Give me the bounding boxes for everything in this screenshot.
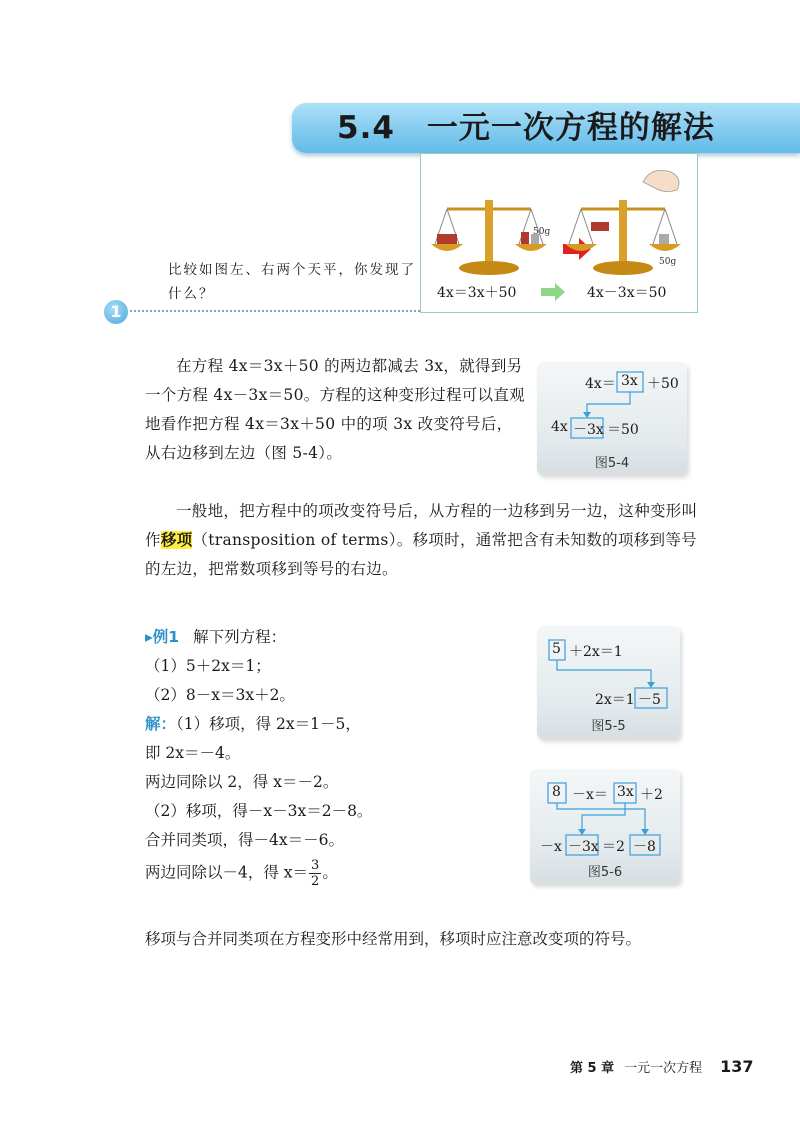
fig54-top-left: 4x＝ bbox=[585, 376, 616, 392]
left-equation: 4x＝3x＋50 bbox=[437, 285, 517, 301]
solution-step-6-post: 。 bbox=[322, 863, 338, 882]
fig55-top-right: ＋2x＝1 bbox=[569, 644, 623, 660]
right-equation: 4x－3x＝50 bbox=[587, 285, 667, 301]
fig55-top-box: 5 bbox=[552, 641, 561, 657]
fig56-bottom-box-1: －3x bbox=[568, 839, 599, 855]
solution-step-1: （1）移项，得 2x＝1－5， bbox=[176, 715, 361, 733]
fraction-three-halves bbox=[309, 858, 321, 889]
solution-step-2: 即 2x＝－4。 bbox=[145, 744, 241, 762]
fig56-caption: 图5-6 bbox=[587, 865, 623, 880]
fig54-bottom-left: 4x bbox=[551, 419, 568, 435]
balance-illustration bbox=[420, 153, 698, 313]
fig56-bottom-box-2: －8 bbox=[633, 839, 656, 855]
fig56-top-box-1: 8 bbox=[552, 784, 561, 800]
paragraph-2-before: 一般地，把方程中的项改变符号后，从方程的一边移到另一边，这种变形叫作 bbox=[145, 502, 698, 549]
intro-question: 比较如图左、右两个天平，你发现了什么？ bbox=[168, 262, 416, 302]
paragraph-2-after: （transposition of terms）。移项时，通常把含有未知数的项移到等号的左边，把常数项移到等号的右边。 bbox=[145, 531, 697, 578]
solution-step-3: 两边同除以 2，得 x＝－2。 bbox=[145, 773, 339, 791]
footer-chapter: 第 5 章 bbox=[570, 1061, 615, 1076]
figure-5-6 bbox=[530, 769, 680, 884]
example-question-2: （2）8－x＝3x＋2。 bbox=[145, 686, 295, 704]
section-title-banner bbox=[292, 103, 800, 153]
summary-sentence: 移项与合并同类项在方程变形中经常用到，移项时应注意改变项的符号。 bbox=[145, 930, 642, 948]
fig56-bottom-mid: ＝2 bbox=[602, 839, 625, 855]
hand-icon bbox=[643, 170, 679, 191]
figure-5-4 bbox=[537, 362, 687, 475]
fig55-bottom-box: －5 bbox=[638, 692, 661, 708]
solution-step-6-pre: 两边同除以－4，得 x＝ bbox=[145, 863, 309, 882]
section-title bbox=[337, 103, 715, 153]
fig54-bottom-right: ＝50 bbox=[607, 422, 639, 438]
fig56-top-mid: －x＝ bbox=[572, 787, 608, 803]
solution-label: 解： bbox=[145, 715, 177, 733]
key-term-transposition: 移项 bbox=[160, 531, 193, 549]
paragraph-2 bbox=[145, 497, 705, 584]
solution-step-6 bbox=[145, 858, 338, 889]
fig54-top-box: 3x bbox=[621, 373, 638, 389]
left-balance-scale-icon bbox=[431, 200, 547, 275]
dotted-divider bbox=[130, 310, 420, 312]
green-arrow-icon bbox=[541, 283, 565, 301]
fig56-top-right: ＋2 bbox=[640, 787, 663, 803]
paragraph-1 bbox=[145, 352, 525, 468]
page-number: 137 bbox=[720, 1057, 754, 1076]
paragraph-1-text: 在方程 4x＝3x＋50 的两边都减去 3x，就得到另一个方程 4x－3x＝50。方程的这种变形过程可以直观地看作把方程 4x＝3x＋50 中的项 3x 改变符号后，从右边移到左边（图 5-4）。 bbox=[145, 357, 525, 462]
fig56-bottom-left: －x bbox=[540, 839, 562, 855]
example-label: ▸例1 bbox=[145, 628, 180, 646]
fig56-top-box-2: 3x bbox=[617, 784, 634, 800]
fraction-denominator: 2 bbox=[311, 874, 320, 889]
section-title-text: 一元一次方程的解法 bbox=[426, 110, 715, 146]
fig54-top-right: ＋50 bbox=[647, 376, 679, 392]
section-number: 5.4 bbox=[337, 110, 395, 146]
example-prompt: 解下列方程： bbox=[193, 628, 287, 646]
fraction-numerator: 3 bbox=[311, 858, 320, 873]
page-footer bbox=[570, 1057, 754, 1076]
footer-chapter-name: 一元一次方程 bbox=[624, 1061, 703, 1076]
figure-5-5 bbox=[537, 626, 680, 739]
right-weight-label: 50g bbox=[659, 257, 677, 267]
example-heading bbox=[145, 625, 286, 647]
example-question-1: （1）5＋2x＝1； bbox=[145, 657, 271, 675]
fig55-caption: 图5-5 bbox=[591, 719, 626, 734]
solution-line-1 bbox=[145, 712, 361, 734]
fig55-bottom-left: 2x＝1 bbox=[595, 692, 635, 708]
question-marker-badge: 1 bbox=[104, 300, 128, 324]
left-weight-label: 50g bbox=[533, 227, 551, 237]
solution-step-4: （2）移项，得－x－3x＝2－8。 bbox=[145, 802, 373, 820]
solution-step-5: 合并同类项，得－4x＝－6。 bbox=[145, 831, 344, 849]
fig54-caption: 图5-4 bbox=[594, 456, 630, 471]
fig54-bottom-box: －3x bbox=[573, 422, 604, 438]
